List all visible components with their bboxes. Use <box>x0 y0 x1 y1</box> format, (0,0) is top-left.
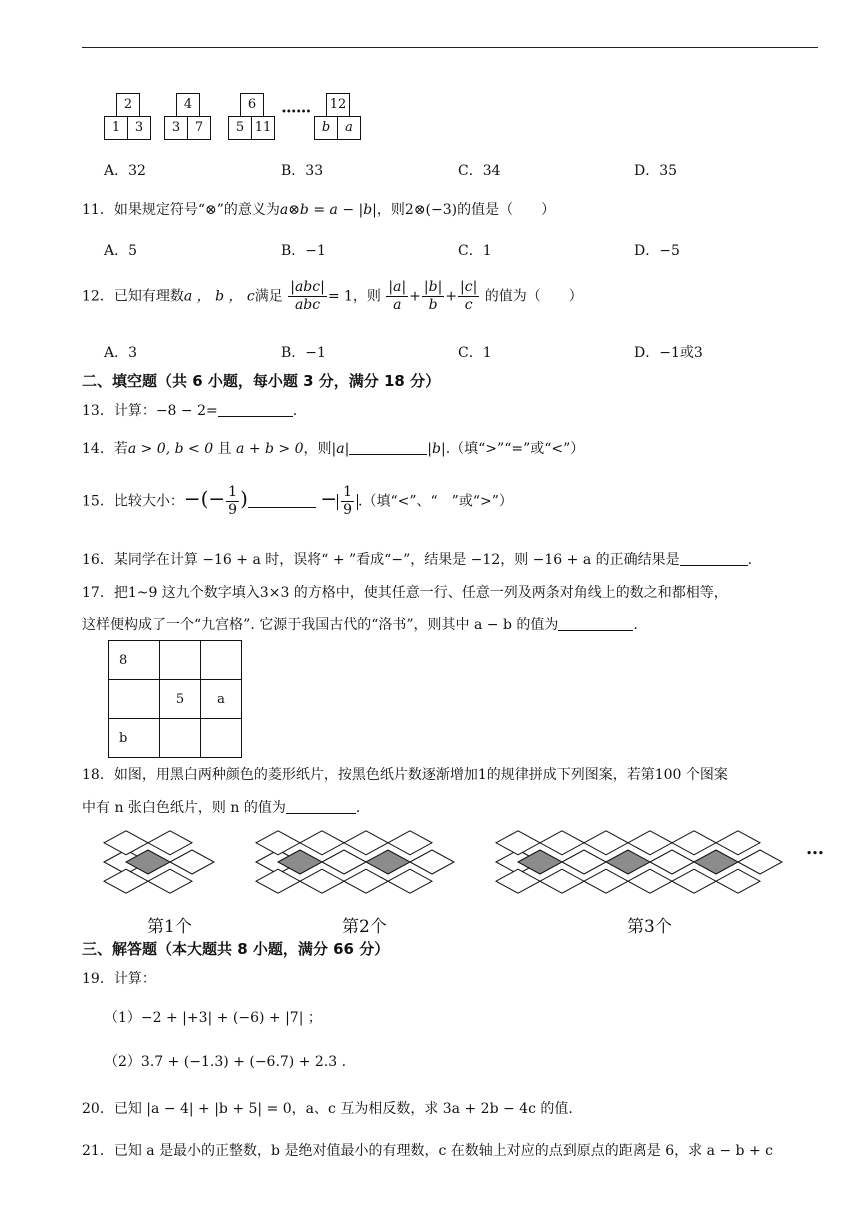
q13 <box>82 400 297 420</box>
pyramid-cell: 12 <box>326 93 350 117</box>
white-rhombus <box>672 869 716 893</box>
white-rhombus <box>148 831 192 855</box>
white-rhombus <box>650 850 694 874</box>
figure-ellipsis: … <box>806 838 824 859</box>
q10-option-a: A．32 <box>104 163 146 179</box>
magic-square-grid <box>108 640 242 758</box>
q13-text: 13．计算：−8 − 2= <box>82 403 218 419</box>
q12-option-d: D．−1或3 <box>634 345 703 361</box>
grid-cell <box>109 680 160 719</box>
q12-suffix: 的值为（ ） <box>484 288 583 305</box>
q19-title: 19．计算： <box>82 971 156 987</box>
q12-stem: 12．已知有理数a ， b ， c满足 $\frac{\text{|abc|}}{\text{abc}}$ = 1，则 $\frac{|a|}{a}$ + $\frac{|b|}{b}$ + $\frac{|c|}{c}$ 的值为（ ） <box>82 279 583 313</box>
q12-option-b: B．−1 <box>281 345 326 361</box>
q15-rhs-num: 1 <box>343 484 353 500</box>
section-3-title: 三、解答题（本大题共 8 小题，满分 66 分） <box>82 940 390 958</box>
q14-then: ，则 <box>303 441 332 457</box>
q14 <box>82 438 584 458</box>
white-rhombus <box>322 850 366 874</box>
q14-cond2: a + b > 0 <box>236 441 304 457</box>
white-rhombus <box>170 850 214 874</box>
white-rhombus <box>716 869 760 893</box>
q18-line2-text: 中有 n 张白色纸片，则 n 的值为 <box>82 800 286 816</box>
q15-lhs-num: 1 <box>228 484 238 500</box>
pyramid-cell: 11 <box>251 116 275 140</box>
q12-prefix: 12．已知有理数 <box>82 288 184 305</box>
rhombus-pattern-figures <box>100 820 830 900</box>
grid-cell <box>160 641 201 680</box>
grid-cell: 8 <box>109 641 160 680</box>
q12-frac-c-den: c <box>464 297 473 313</box>
q20: 20．已知 |a − 4| + |b + 5| = 0，a、c 互为相反数，求 3a + 2b − 4c 的值. <box>82 1101 573 1117</box>
white-rhombus <box>496 831 540 855</box>
pyramid-cell: 3 <box>164 116 188 140</box>
white-rhombus <box>148 869 192 893</box>
q16-text: 16．某同学在计算 −16 + a 时，误将“ + ”看成“−”，结果是 −12，则 −16 + a 的正确结果是 <box>82 552 680 568</box>
q11-mid: ，则 <box>376 202 405 218</box>
q14-blank <box>349 440 427 455</box>
q15-lhs-fraction <box>226 484 239 519</box>
q12-frac-a-den: a <box>393 297 402 313</box>
q10-option-c: C．34 <box>458 163 501 179</box>
q11-option-a: A．5 <box>104 243 138 259</box>
q18-blank <box>286 799 356 814</box>
q14-suffix: .（填“>”“=”或“<”） <box>445 441 585 457</box>
section-2-title: 二、填空题（共 6 小题，每小题 3 分，满分 18 分） <box>82 372 441 390</box>
q12-option-c: C．1 <box>458 345 492 361</box>
pyramid-cell: b <box>314 116 338 140</box>
grid-cell <box>201 719 242 758</box>
pyramid-cell: a <box>337 116 361 140</box>
q17-blank <box>558 616 633 631</box>
q17-line1: 17．把1~9 这九个数字填入3×3 的方格中，使其任意一行、任意一列及两条对角线上的数之和都相等， <box>82 585 728 601</box>
q15-blank <box>248 493 316 508</box>
q12-frac-a-num: |a| <box>388 279 407 295</box>
pyramid-ellipsis: •••••• <box>281 107 311 118</box>
q15-rhs-den: 9 <box>343 502 353 518</box>
black-rhombus <box>694 850 738 874</box>
pyramid-cell: 5 <box>228 116 252 140</box>
q18-end: . <box>355 800 361 816</box>
q12-frac-c <box>458 279 479 314</box>
q15-lhs-den: 9 <box>228 502 238 518</box>
white-rhombus <box>104 869 148 893</box>
q11-formula: a⊗b = a − |b| <box>279 202 377 218</box>
white-rhombus <box>628 831 672 855</box>
black-rhombus <box>366 850 410 874</box>
q15-lhs-close: ) <box>240 486 248 511</box>
q12-cond-den: abc <box>294 297 321 313</box>
q11-option-b: B．−1 <box>281 243 326 259</box>
white-rhombus <box>562 850 606 874</box>
white-rhombus <box>344 831 388 855</box>
q13-end: . <box>292 403 298 419</box>
q13-blank <box>218 402 293 417</box>
grid-cell: a <box>201 680 242 719</box>
grid-row <box>109 641 242 680</box>
q15 <box>82 484 513 519</box>
q11-suffix: 的值是（ ） <box>457 202 556 218</box>
grid-cell <box>201 641 242 680</box>
q14-rhs: |b| <box>427 441 446 457</box>
grid-row <box>109 719 242 758</box>
figure-label-1: 第1个 <box>147 917 192 937</box>
q19-part2: （2）3.7 + (−1.3) + (−6.7) + 2.3 . <box>104 1054 347 1070</box>
q15-rhs-sign: − <box>320 486 338 511</box>
q12-option-a: A．3 <box>104 345 138 361</box>
q15-prefix: 15．比较大小： <box>82 493 184 510</box>
q10-option-d: D．35 <box>634 163 678 179</box>
figure-label-3: 第3个 <box>627 917 672 937</box>
q12-then: ，则 <box>352 288 381 305</box>
grid-cell: 5 <box>160 680 201 719</box>
white-rhombus <box>716 831 760 855</box>
white-rhombus <box>344 869 388 893</box>
pyramid-cell: 1 <box>104 116 128 140</box>
q16 <box>82 549 752 569</box>
white-rhombus <box>256 869 300 893</box>
q12-frac-c-num: |c| <box>460 279 478 295</box>
q11-stem <box>82 199 555 219</box>
pyramid-cell: 4 <box>176 93 200 117</box>
q18-line1: 18．如图，用黑白两种颜色的菱形纸片，按黑色纸片数逐渐增加1的规律拼成下列图案，若第100 个图案 <box>82 767 728 783</box>
white-rhombus <box>256 831 300 855</box>
white-rhombus <box>300 831 344 855</box>
white-rhombus <box>388 869 432 893</box>
q11-prefix: 11．如果规定符号“⊗”的意义为 <box>82 202 280 218</box>
white-rhombus <box>104 831 148 855</box>
q11-option-c: C．1 <box>458 243 492 259</box>
q17-end: . <box>633 617 638 633</box>
q10-option-b: B．33 <box>281 163 324 179</box>
grid-cell: b <box>109 719 160 758</box>
q14-prefix: 14．若 <box>82 441 128 457</box>
q12-cond-fraction <box>288 279 327 314</box>
q14-cond: a > 0, b < 0 <box>127 441 214 457</box>
q16-end: . <box>747 552 753 568</box>
q11-option-d: D．−5 <box>634 243 680 259</box>
white-rhombus <box>540 831 584 855</box>
white-rhombus <box>300 869 344 893</box>
white-rhombus <box>410 850 454 874</box>
q15-lhs-sign: −(− <box>183 486 226 511</box>
pyramid-cell: 7 <box>187 116 211 140</box>
q12-frac-b-num: |b| <box>423 279 443 295</box>
grid-cell <box>160 719 201 758</box>
q12-cond-num: |abc| <box>290 279 325 295</box>
q11-expr: 2⊗(−3) <box>404 202 458 218</box>
q15-rhs-fraction <box>341 484 354 519</box>
white-rhombus <box>388 831 432 855</box>
q12-frac-b <box>422 279 444 314</box>
q12-cond-eq: = 1 <box>327 288 353 305</box>
q21: 21．已知 a 是最小的正整数，b 是绝对值最小的有理数，c 在数轴上对应的点到原点的距离是 6，求 a − b + c <box>82 1143 773 1159</box>
white-rhombus <box>540 869 584 893</box>
pyramid-cell: 2 <box>116 93 140 117</box>
black-rhombus <box>606 850 650 874</box>
q14-lhs: |a| <box>331 441 350 457</box>
header-rule <box>82 47 818 48</box>
pyramid-cell: 6 <box>240 93 264 117</box>
white-rhombus <box>584 831 628 855</box>
white-rhombus <box>738 850 782 874</box>
white-rhombus <box>584 869 628 893</box>
q12-frac-a <box>386 279 408 314</box>
q15-suffix: .（填“<”、“ ”或“>”） <box>358 493 513 510</box>
pyramid-cell: 3 <box>127 116 151 140</box>
q17-line2-text: 这样便构成了一个“九宫格”. 它源于我国古代的“洛书”，则其中 a − b 的值为 <box>82 617 559 633</box>
white-rhombus <box>628 869 672 893</box>
white-rhombus <box>672 831 716 855</box>
white-rhombus <box>496 869 540 893</box>
q16-blank <box>680 551 748 566</box>
q14-and: 且 <box>217 441 232 457</box>
figure-label-2: 第2个 <box>342 917 387 937</box>
q12-vars: a ， b ， c <box>183 288 255 305</box>
q19-part1: （1）−2 + |+3| + (−6) + |7| ； <box>104 1010 322 1026</box>
q18-line2 <box>82 797 360 817</box>
q12-cond: 满足 <box>254 288 283 305</box>
q12-frac-b-den: b <box>428 297 438 313</box>
grid-row <box>109 680 242 719</box>
q17-line2 <box>82 614 638 634</box>
